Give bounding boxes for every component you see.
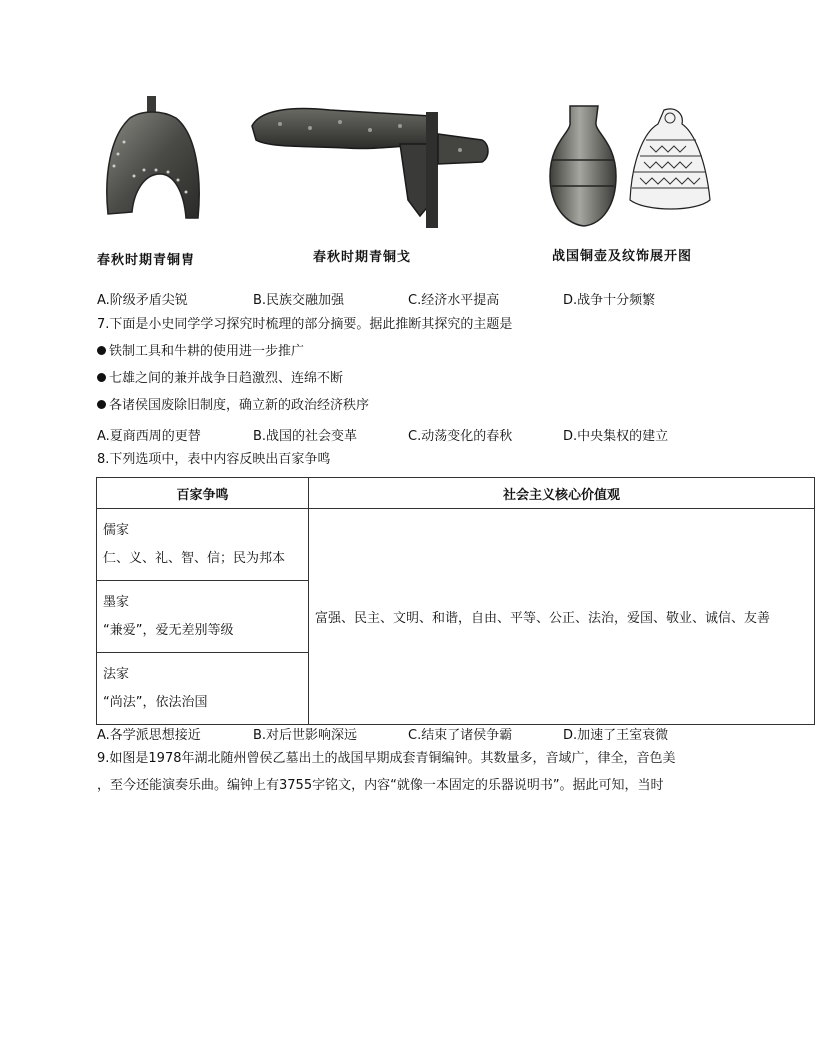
q8-option-d: D.加速了王室衰微 xyxy=(563,728,669,743)
table-row xyxy=(97,509,815,581)
school-idea: 仁、义、礼、智、信；民为邦本 xyxy=(103,550,286,566)
header-core-values: 社会主义核心价值观 xyxy=(309,478,815,509)
table-header-row xyxy=(97,478,815,509)
q7-bullet-2: 七雄之间的兼并战争日趋激烈、连绵不断 xyxy=(97,371,343,387)
q8-option-c: C.结束了诸侯争霸 xyxy=(408,728,513,743)
q7-option-a: A.夏商西周的更替 xyxy=(97,429,201,444)
q9-line-1: 9.如图是1978年湖北随州曾侯乙墓出土的战国早期成套青铜编钟。其数量多，音域广，律全，音色美 xyxy=(97,751,676,766)
q8-stem: 8.下列选项中，表中内容反映出百家争鸣 xyxy=(97,452,331,467)
school-cell-mohist xyxy=(97,581,309,653)
bullet-icon xyxy=(97,346,106,355)
core-values-cell: 富强、民主、文明、和谐，自由、平等、公正、法治，爱国、敬业、诚信、友善 xyxy=(309,509,815,725)
figure-caption-dagger-axe: 春秋时期青铜戈 xyxy=(313,250,412,265)
q6-option-a: A.阶级矛盾尖锐 xyxy=(97,293,188,308)
bronze-helmet-image xyxy=(100,96,205,226)
q9-line-2: ，至今还能演奏乐曲。编钟上有3755字铭文，内容“就像一本固定的乐器说明书”。据此可知，当时 xyxy=(97,778,664,793)
bronze-dagger-axe-image xyxy=(250,104,495,230)
q7-option-b: B.战国的社会变革 xyxy=(253,429,358,444)
school-idea: “兼爱”，爱无差别等级 xyxy=(103,622,234,638)
bullet-icon xyxy=(97,400,106,409)
q8-table xyxy=(96,477,815,725)
bullet-icon xyxy=(97,373,106,382)
figure-caption-helmet: 春秋时期青铜胄 xyxy=(97,253,196,268)
q7-bullet-1: 铁制工具和牛耕的使用进一步推广 xyxy=(97,344,304,360)
school-name: 儒家 xyxy=(103,522,130,538)
school-name: 法家 xyxy=(103,666,130,682)
q8-option-b: B.对后世影响深远 xyxy=(253,728,358,743)
school-name: 墨家 xyxy=(103,594,130,610)
header-hundred-schools: 百家争鸣 xyxy=(97,478,309,509)
q8-option-a: A.各学派思想接近 xyxy=(97,728,201,743)
q6-option-c: C.经济水平提高 xyxy=(408,293,500,308)
school-idea: “尚法”，依法治国 xyxy=(103,694,208,710)
q7-bullet-3: 各诸侯国废除旧制度，确立新的政治经济秩序 xyxy=(97,398,369,414)
q7-stem: 7.下面是小史同学学习探究时梳理的部分摘要。据此推断其探究的主题是 xyxy=(97,317,513,332)
bronze-pot-with-pattern-image xyxy=(546,100,726,230)
q7-option-d: D.中央集权的建立 xyxy=(563,429,669,444)
q6-option-b: B.民族交融加强 xyxy=(253,293,345,308)
school-cell-confucian xyxy=(97,509,309,581)
figure-caption-pot: 战国铜壶及纹饰展开图 xyxy=(552,249,693,264)
school-cell-legalist xyxy=(97,653,309,725)
q7-option-c: C.动荡变化的春秋 xyxy=(408,429,513,444)
q6-option-d: D.战争十分频繁 xyxy=(563,293,656,308)
